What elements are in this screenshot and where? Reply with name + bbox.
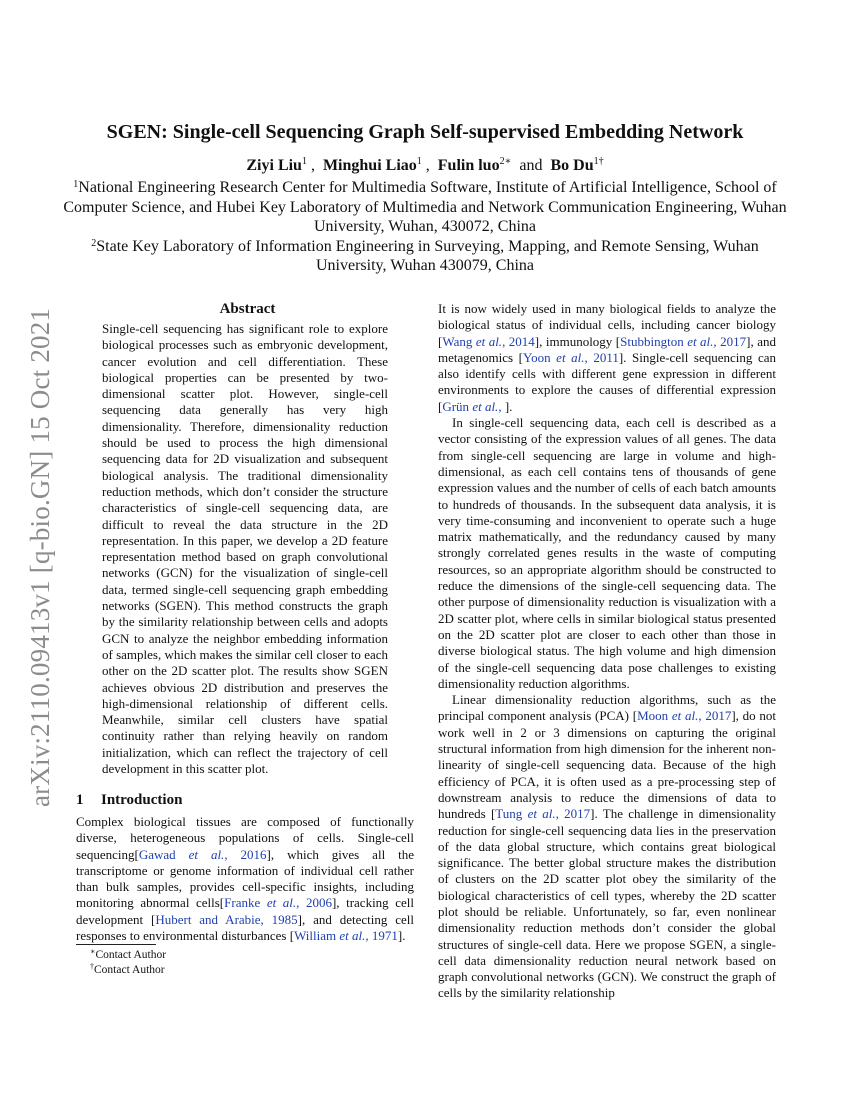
affiliation-mark: 1 bbox=[73, 179, 79, 190]
body-paragraph: It is now widely used in many biological fields to analyze the biological status of individual cells, including cancer biology [Wang et al., 2014], immunology [Stubbington et al., 2017], and metagenomics [Yoon et al., 2011]. Single-cell sequencing can also identify cells with different gene expression in different environments to explore the causes of differential expression [Grün et al., ]. bbox=[438, 301, 776, 414]
section-heading-introduction bbox=[76, 792, 182, 809]
citation-link[interactable]: Wang et al., 2014 bbox=[442, 333, 535, 349]
citation-link[interactable]: Tung et al., 2017 bbox=[495, 806, 591, 822]
introduction-paragraph: Complex biological tissues are composed of functionally diverse, heterogeneous populations of cells. Single-cell sequencing[Gawad et al., 2016], which gives all the transcriptome or genome information of individual cell rather than bulk samples, provides cell-specific insights, including monitoring abnormal cells[Franke et al., 2006], tracking cell development [Hubert and Arabie, 1985], and detecting cell responses to environmental disturbances [William et al., 1971]. bbox=[76, 814, 415, 944]
author-name: Minghui Liao bbox=[322, 157, 417, 174]
citation-link[interactable]: William et al., 1971 bbox=[294, 928, 398, 944]
author-affiliation-mark: 2∗ bbox=[499, 156, 512, 167]
author-name: Ziyi Liu bbox=[246, 157, 302, 174]
citation-link[interactable]: Hubert and Arabie, 1985 bbox=[155, 911, 298, 927]
affiliation-mark: 2 bbox=[91, 237, 97, 249]
citation-link[interactable]: Franke et al., 2006 bbox=[224, 895, 332, 911]
author-name: Bo Du bbox=[550, 157, 594, 174]
body-paragraph: In single-cell sequencing data, each cell is described as a vector consisting of the expression values of all genes. The data from single-cell sequencing are large in volume and high-dimensional, as each cell contains tens of thousands of gene expression values and the number of cells of each batch amounts to hundreds of thousands. In the subsequent data analysis, it is very time-consuming and inconvenient to operate such a huge matrix mathematically, and the redundancy caused by many strongly correlated genes results in the waste of computing resources, so an appropriate algorithm should be constructed to reduce the dimensions of the single-cell sequencing data. The other purpose of dimensionality reduction is visualization with a 2D scatter plot, where cells in similar biological status presented on the 2D scatter plot are closer to each other than those in diverse biological status. The high volume and high dimension of the single-cell sequencing data pose challenges to existing dimensionality reduction algorithms. bbox=[438, 415, 776, 691]
author-line: Ziyi Liu$^1$ , Minghui Liao$^1$ , Fulin luo$^{2∗}$ and Bo $Du^{1\dagger}$ bbox=[246, 156, 604, 174]
footnote-mark: ∗ bbox=[90, 947, 96, 956]
affiliation-2 bbox=[60, 237, 790, 276]
author-affiliation-mark: 1 bbox=[301, 156, 307, 167]
body-paragraph: Linear dimensionality reduction algorithms, such as the principal component analysis (PCA) [Moon et al., 2017], do not work well in 2 or 3 dimensions on capturing the original structural information from high dimension for the inherent non-linearity of single-cell sequencing data. Because of the high efficiency of PCA, it is often used as a pre-processing step of downstream analysis to reduce the dimensions of data to hundreds [Tung et al., 2017]. The challenge in dimensionality reduction for single-cell sequencing data lies in the preservation of the data global structure, which contains great biological significance. The better global structure makes the distribution of clusters on the 2D scatter plot obey the similarity of the biological characteristics of cell types, whereby the 2D scatter plot should be reliable. Unfortunately, so far, even nonlinear dimensionality reduction methods don’t consider the global structures of single-cell data. Here we propose SGEN, a single-cell data dimensionality reduction neural network based on graph convolutional networks (GCN). We construct the graph of cells by the similarity relationship bbox=[438, 692, 777, 1001]
affiliations bbox=[60, 178, 790, 276]
citation-link[interactable]: Yoon et al., 2011 bbox=[523, 349, 619, 365]
arxiv-identifier-stamp: arXiv:2110.09413v1 [q-bio.GN] 15 Oct 2021 bbox=[25, 307, 55, 807]
section-number: 1 bbox=[76, 792, 84, 808]
citation-link[interactable]: Gawad et al., 2016 bbox=[138, 846, 267, 862]
citation-link[interactable]: Stubbington et al., 2017 bbox=[620, 333, 747, 349]
footnotes bbox=[90, 948, 166, 978]
author-conjunction: and bbox=[519, 157, 543, 174]
footnote-divider bbox=[76, 944, 156, 945]
abstract-heading: Abstract bbox=[219, 301, 276, 317]
paper-title: SGEN: Single-cell Sequencing Graph Self-supervised Embedding Network bbox=[106, 121, 744, 143]
author-affiliation-mark: 1 bbox=[416, 156, 422, 167]
citation-link[interactable]: Moon et al., 2017 bbox=[637, 708, 732, 724]
section-title: Introduction bbox=[101, 792, 183, 808]
author-affiliation-mark: 1† bbox=[593, 156, 604, 167]
footnote-text: Contact Author bbox=[95, 949, 167, 961]
affiliation-text: National Engineering Research Center for Multimedia Software, Institute of Artificial Intelligence, School of Computer Science, and Hubei Key Laboratory of Multimedia and Network Communication Engineering, Wuhan University, Wuhan, 430072, China bbox=[63, 179, 787, 235]
footnote bbox=[90, 948, 166, 963]
footnote-mark: † bbox=[90, 962, 94, 971]
footnote bbox=[90, 963, 166, 978]
affiliation-text: State Key Laboratory of Information Engineering in Surveying, Mapping, and Remote Sensing, Wuhan University, Wuhan 430079, China bbox=[96, 237, 759, 274]
citation-link[interactable]: Grün et al., bbox=[442, 398, 505, 414]
right-column bbox=[438, 301, 776, 1002]
author-name: Fulin luo bbox=[437, 157, 500, 174]
abstract-body: Single-cell sequencing has significant role to explore biological processes such as embryonic development, cancer evolution and cell differentiation. These biological properties can be presented by two-dimensional scatter plot. However, single-cell sequencing data generally has very high dimensionality. Therefore, dimensionality reduction should be used to process the high dimensional sequencing data for 2D visualization and subsequent biological analysis. The traditional dimensionality reduction methods, which don’t consider the structure characteristics of single-cell sequencing data, are difficult to reveal the data structure in the 2D representation. In this paper, we develop a 2D feature representation method based on graph convolutional networks (GCN) for the visualization of single-cell data, termed single-cell sequencing graph embedding networks (SGEN). This method constructs the graph by the similarity relationship between cells and adopts GCN to analyze the neighbor embedding information of samples, which makes the similar cell closer to each other on the 2D scatter plot. The results show SGEN achieves obvious 2D distribution and preserves the high-dimensional relationship of different cells. Meanwhile, similar cell clusters have spatial continuity rather than relying heavily on random initialization, which can reflect the trajectory of cell development in this scatter plot. bbox=[102, 321, 388, 777]
footnote-text: Contact Author bbox=[94, 964, 165, 976]
affiliation-1 bbox=[60, 178, 790, 237]
